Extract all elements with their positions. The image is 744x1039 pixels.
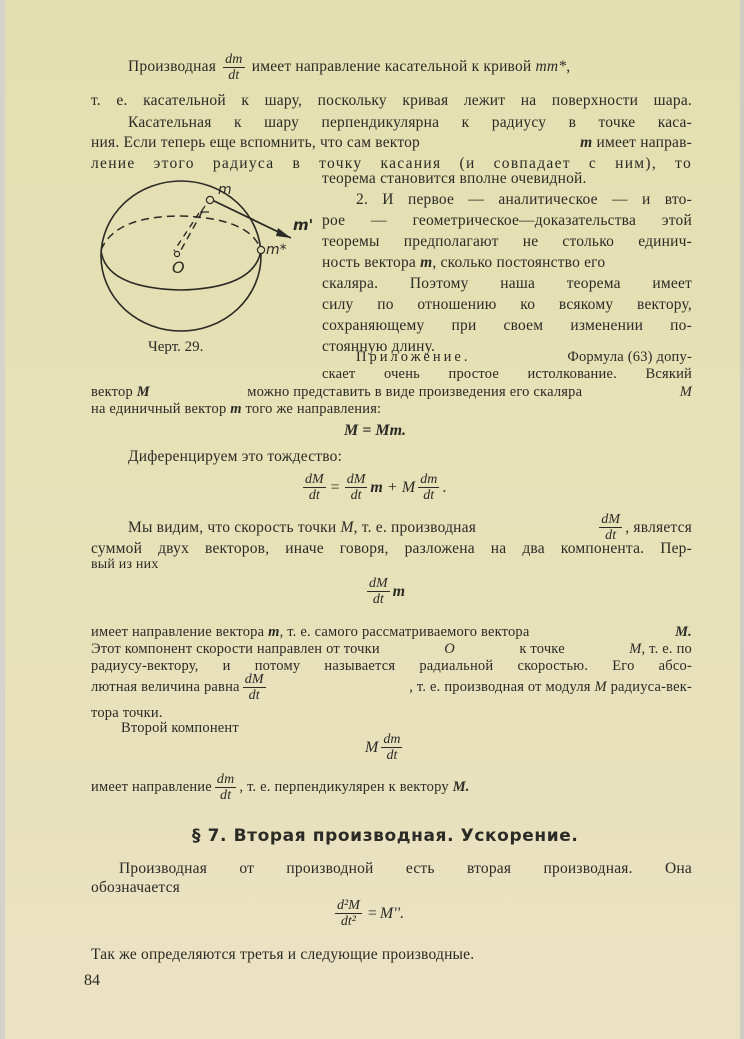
fraction-dM-dt: $\frac{dM}{dt}$ <box>244 672 264 703</box>
text: к точке <box>519 641 565 657</box>
para6-line2: суммой двух векторов, иначе говоря, разложена на два компонента. Пер- <box>91 540 692 557</box>
var-m: m <box>392 582 406 600</box>
para7-line5: тора точки. <box>91 705 163 721</box>
para4-line1 <box>356 349 692 366</box>
page-edge-right <box>740 0 744 1039</box>
para7-line3: радиусу-вектору, и потому называется радиальной скоростью. Его абсо- <box>91 658 692 674</box>
var-M: M <box>629 641 642 657</box>
section-heading: § 7. Вторая производная. Ускорение. <box>192 826 579 846</box>
para1-line1 <box>128 52 570 83</box>
text: Мы видим, что скорость точки <box>128 518 337 536</box>
fraction-dm-dt: $\frac{dm}{dt}$ <box>420 472 438 503</box>
para3-line2: рое — геометрическое—доказательства этой <box>322 212 692 229</box>
para3-line8: стоянную длину. <box>322 338 436 355</box>
text: имеет направление касательной к кривой <box>251 58 532 76</box>
para3-line5: скаляра. Поэтому наша теорема имеет <box>322 275 692 292</box>
para6-line1 <box>128 512 692 543</box>
text: Этот компонент скорости направлен от точки <box>91 641 380 657</box>
para7-line1 <box>91 624 692 641</box>
text: того же направления: <box>245 401 382 417</box>
para7-line4 <box>91 672 692 703</box>
text: , т. е. по <box>641 641 692 657</box>
para2-line2 <box>91 134 692 152</box>
para4-line2: скает очень простое истолкование. Всякий <box>322 366 692 382</box>
fraction-dM-dt: $\frac{dM}{dt}$ <box>369 576 388 607</box>
var-M: M <box>340 518 354 536</box>
var-m: m <box>230 401 242 417</box>
var-m: m <box>370 478 383 496</box>
figure-sphere <box>95 178 315 338</box>
para3-line7: сохраняющему при своем изменении по- <box>322 317 692 334</box>
fraction-d2M-dt2: $\frac{\text{d²M}}{\text{dt²}}$ <box>337 898 360 929</box>
equals-sign: = <box>367 904 377 922</box>
text: , является <box>625 518 692 536</box>
text: имеет направление <box>91 779 212 795</box>
text: , т. е. самого рассматриваемого вектора <box>279 624 530 640</box>
text: , т. е. производная от модуля <box>409 679 591 695</box>
text: на единичный вектор <box>91 401 227 417</box>
para5-line: Диференцируем это тождество: <box>128 448 343 465</box>
text: лютная величина равна <box>91 679 240 695</box>
page-number: 84 <box>84 972 100 989</box>
var-M: M <box>136 384 150 400</box>
fraction-dM-dt: $\frac{dM}{dt}$ <box>346 472 366 503</box>
formula-M-dm-dt <box>365 732 405 763</box>
text: , <box>566 58 571 76</box>
page-edge-left <box>0 0 5 1039</box>
para2-line1: Касательная к шару перпендикулярна к радиусу в точке каса- <box>128 114 692 131</box>
figure-caption: Черт. 29. <box>148 339 204 355</box>
formula-derivative-product <box>300 472 446 503</box>
var-M: M <box>401 478 416 496</box>
var-M: M. <box>452 779 470 795</box>
text: , т. е. перпендикулярен к вектору <box>239 779 449 795</box>
formula-M-equals-Mm: M = Mm. <box>344 422 407 439</box>
formula-dM-dt-m <box>364 576 405 607</box>
label-origin-O: O <box>172 258 185 277</box>
para10-line1: Производная от производной есть вторая производная. Она <box>119 860 692 877</box>
para4-line3 <box>91 384 692 401</box>
para2-line4: теорема становится вполне очевидной. <box>322 170 587 187</box>
para8-line: Второй компонент <box>121 720 239 736</box>
fraction-dm-dt: $\frac{dm}{dt}$ <box>225 52 243 83</box>
fraction-dm-dt: $\frac{dm}{dt}$ <box>216 772 235 803</box>
formula-second-derivative <box>332 898 404 929</box>
text: вектор <box>91 384 133 400</box>
para3-line6: силу по отношению ко всякому вектору, <box>322 296 692 313</box>
text: , т. е. производная <box>353 518 477 536</box>
fraction-dM-dt: $\frac{dM}{dt}$ <box>305 472 324 503</box>
text: можно представить в виде произведения его скаляра <box>247 384 583 400</box>
sphere-diagram <box>95 178 315 338</box>
para11-line: Так же определяются третья и следующие производные. <box>91 946 475 963</box>
para4-line4 <box>91 401 381 418</box>
para7-line2 <box>91 641 692 658</box>
text: , сколько постоянство его <box>432 254 606 271</box>
text: радиуса-век- <box>610 679 692 695</box>
text: имеет направ- <box>596 134 692 151</box>
text: Формула (63) допу- <box>567 349 692 365</box>
var-M: M <box>679 384 692 400</box>
text: Производная <box>128 58 217 76</box>
para3-line3: теоремы предполагают не столько единич- <box>322 233 692 250</box>
fraction-dm-dt: $\frac{dm}{dt}$ <box>383 732 401 763</box>
var-M: M <box>365 738 379 756</box>
var-mm-star: mm* <box>535 58 567 76</box>
para3-line4 <box>322 254 692 272</box>
plus-sign: + <box>387 478 397 496</box>
var-M: M. <box>675 624 692 640</box>
var-m: m <box>420 254 433 271</box>
var-m: m <box>580 134 593 151</box>
equals-sign: = <box>330 478 340 496</box>
text: ность вектора <box>322 254 417 271</box>
para3-line1: 2. И первое — аналитическое — и вто- <box>356 191 692 208</box>
label-m-star: m* <box>266 242 287 258</box>
text: ния. Если теперь еще вспомнить, что сам вектор <box>91 134 420 151</box>
para10-line2: обозначается <box>91 879 180 896</box>
var-m: m <box>268 624 280 640</box>
var-O: O <box>444 641 455 657</box>
para1-line2: т. е. касательной к шару, поскольку кривая лежит на поверхности шара. <box>91 92 692 109</box>
text: имеет направление вектора <box>91 624 265 640</box>
para6-line3: вый из них <box>91 557 159 572</box>
label-m-prime: m' <box>293 216 314 234</box>
var-M-double-prime: M''. <box>379 904 405 922</box>
period: . <box>442 478 447 496</box>
var-M: M <box>594 679 607 695</box>
label-m: m <box>218 182 232 198</box>
para2-line3: ление этого радиуса в точку касания (и совпадает с ним), то <box>91 155 692 172</box>
fraction-dM-dt: $\frac{dM}{dt}$ <box>601 512 621 543</box>
para9-line <box>91 772 470 803</box>
appendix-label: Приложение. <box>356 349 471 365</box>
